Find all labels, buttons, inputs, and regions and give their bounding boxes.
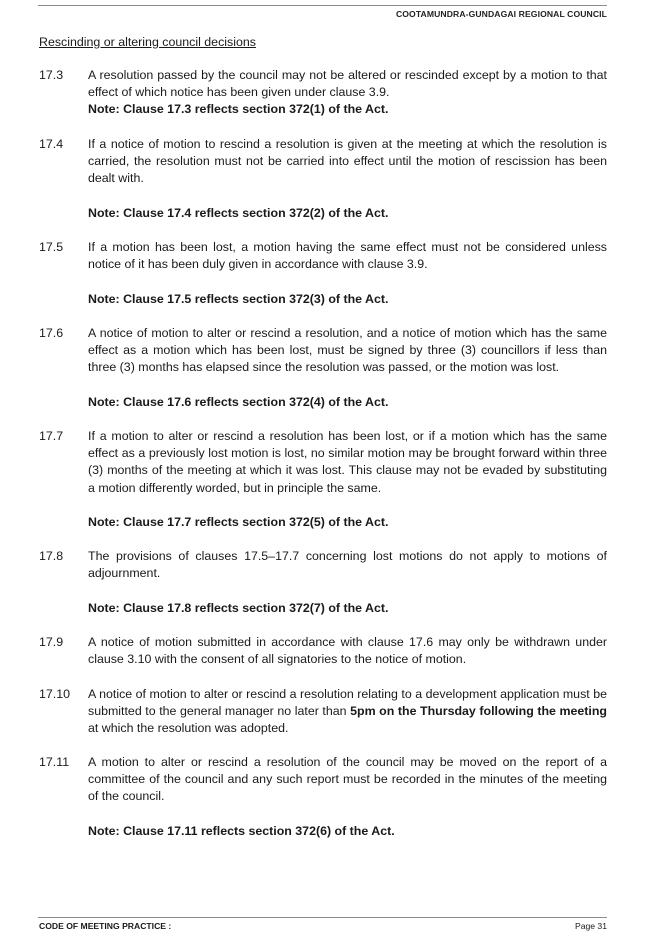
clause-17-11 bbox=[39, 754, 607, 840]
clause-17-9 bbox=[39, 634, 607, 668]
clause-number: 17.5 bbox=[39, 240, 64, 254]
clause-number: 17.11 bbox=[39, 755, 70, 769]
section-title: Rescinding or altering council decisions bbox=[39, 35, 256, 49]
clause-text: The provisions of clauses 17.5–17.7 concerning lost motions do not apply to motions of adjournment. bbox=[88, 549, 607, 581]
clause-note: Note: Clause 17.6 reflects section 372(4) of the Act. bbox=[88, 394, 389, 409]
clause-text-before: A notice of motion to alter or rescind a resolution relating to a development application must be submitted to the general manager no later than bbox=[88, 687, 607, 719]
deadline-emphasis: 5pm on the Thursday following the meeting bbox=[350, 704, 607, 719]
clause-note: Note: Clause 17.8 reflects section 372(7) of the Act. bbox=[88, 600, 389, 615]
clause-text: A resolution passed by the council may not be altered or rescinded except by a motion to that effect of which notice has been given under clause 3.9. bbox=[88, 68, 607, 100]
clause-17-6 bbox=[39, 325, 607, 411]
clause-note: Note: Clause 17.11 reflects section 372(6) of the Act. bbox=[88, 823, 395, 838]
clause-note: Note: Clause 17.7 reflects section 372(5) of the Act. bbox=[88, 515, 389, 529]
clause-text: A motion to alter or rescind a resolution of the council may be moved on the report of a committee of the council and any such report must be recorded in the minutes of the meeting of the council. bbox=[88, 755, 607, 804]
clause-note: Note: Clause 17.5 reflects section 372(3) of the Act. bbox=[88, 291, 389, 306]
clause-17-8 bbox=[39, 548, 607, 617]
clause-text bbox=[88, 686, 607, 738]
clause-text: If a notice of motion to rescind a resolution is given at the meeting at which the resolution is carried, the resolution must not be carried into effect until the motion of rescission has been dealt with. bbox=[88, 137, 607, 186]
clause-text: A notice of motion to alter or rescind a resolution, and a notice of motion which has the same effect as a motion which has been lost, must be signed by three (3) councillors if less than three (3) months has elapsed since the resolution was passed, or the motion was lost. bbox=[88, 326, 607, 375]
clause-17-3 bbox=[39, 67, 607, 119]
clause-17-4 bbox=[39, 136, 607, 222]
page-number: Page 31 bbox=[574, 921, 607, 931]
clause-number: 17.10 bbox=[39, 687, 71, 701]
clause-note: Note: Clause 17.4 reflects section 372(2) of the Act. bbox=[88, 205, 389, 220]
clause-text-after: at which the resolution was adopted. bbox=[88, 721, 289, 736]
clause-number: 17.3 bbox=[39, 68, 64, 82]
clause-text: A notice of motion submitted in accordance with clause 17.6 may only be withdrawn under clause 3.10 with the consent of all signatories to the notice of motion. bbox=[88, 635, 607, 667]
footer-document-name: CODE OF MEETING PRACTICE : bbox=[39, 921, 172, 931]
clause-number: 17.6 bbox=[39, 326, 64, 340]
clause-note: Note: Clause 17.3 reflects section 372(1) of the Act. bbox=[88, 102, 389, 117]
header-rule bbox=[38, 5, 607, 6]
council-name: COOTAMUNDRA-GUNDAGAI REGIONAL COUNCIL bbox=[395, 9, 607, 19]
clause-17-5 bbox=[39, 239, 607, 308]
clause-text: If a motion to alter or rescind a resolution has been lost, or if a motion which has the same effect as a previously lost motion is lost, no similar motion may be brought forward within three (3) months of the meeting at which it was lost. This clause may not be evaded by substituting a motion differently worded, but in principle the same. bbox=[88, 429, 607, 495]
clause-number: 17.4 bbox=[39, 137, 64, 151]
footer-rule bbox=[38, 917, 607, 918]
clause-number: 17.8 bbox=[39, 549, 64, 563]
clause-number: 17.9 bbox=[39, 635, 64, 649]
clause-17-7 bbox=[39, 428, 607, 531]
clause-text: If a motion has been lost, a motion having the same effect must not be considered unless notice of it has been duly given in accordance with clause 3.9. bbox=[88, 240, 607, 272]
clause-number: 17.7 bbox=[39, 429, 64, 443]
clause-17-10 bbox=[39, 686, 607, 738]
